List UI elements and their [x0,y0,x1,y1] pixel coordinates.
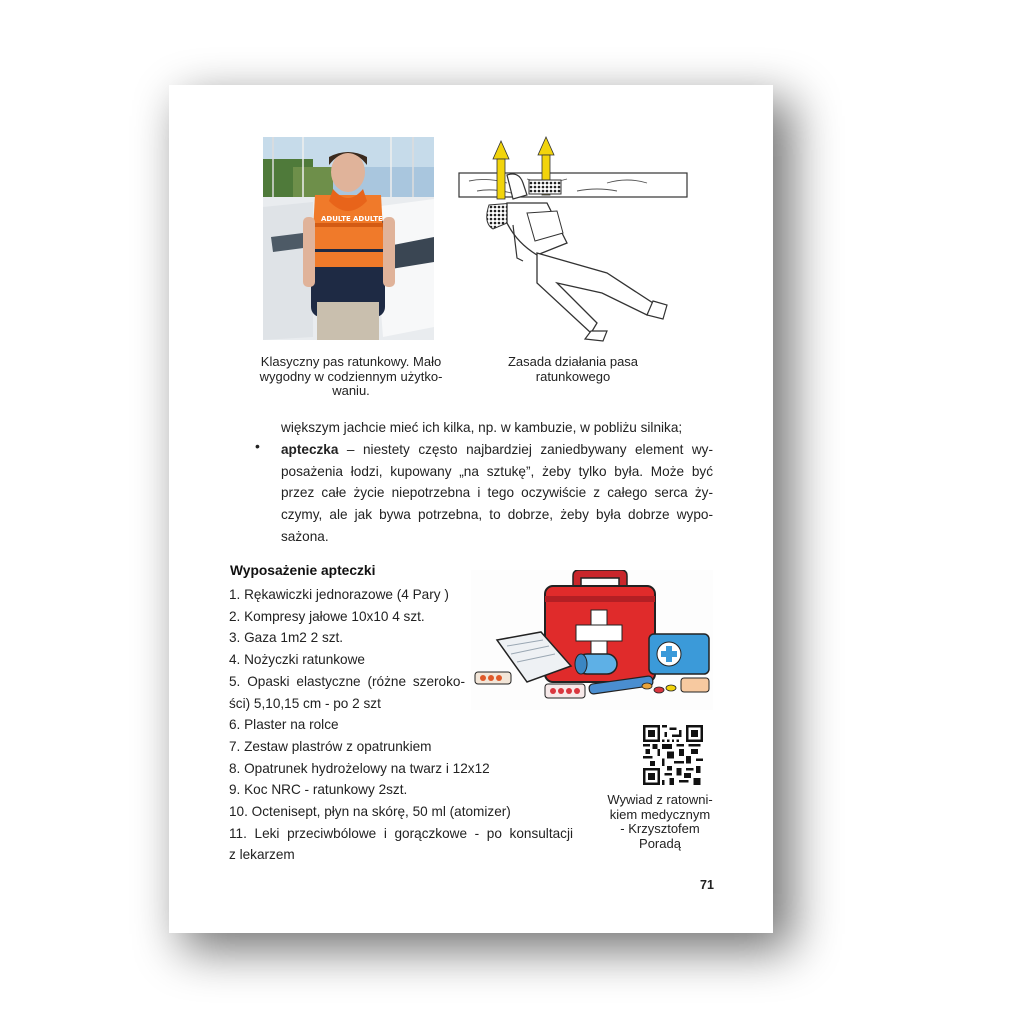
diagram-caption [489,355,657,384]
section-title: Wyposażenie apteczki [230,563,376,578]
book-page [169,85,773,933]
bullet-first-line [281,439,713,461]
list-item: 4. Nożyczki ratunkowe [229,652,365,668]
text-line: czymy, ale jak bywa potrzebna, to dobrze, żeby była dobrze wypo- [281,507,713,523]
caption-line: kiem medycznym [609,806,711,822]
text-line: sażona. [281,528,329,544]
list-item: 10. Octenisept, płyn na skórę, 50 ml (atomizer) [229,804,511,820]
list-item: 11. Leki przeciwbólowe i gorączkowe - po konsultacji [229,825,573,841]
caption-line: ratunkowego [535,368,611,384]
list-item: 8. Opatrunek hydrożelowy na twarz i 12x12 [229,760,490,776]
qr-caption [585,793,735,851]
text-line: większym jachcie mieć ich kilka, np. w kambuzie, w pobliżu silnika; [281,420,683,435]
body-paragraph [281,417,713,548]
caption-line: wygodny w codziennym użytko- [259,368,443,384]
list-item: 5. Opaski elastyczne (różne szeroko- [229,673,465,689]
caption-line: waniu. [332,383,370,398]
list-item: 9. Koc NRC - ratunkowy 2szt. [229,782,408,798]
caption-line: Wywiad z ratowni- [607,792,713,807]
list-item: z lekarzem [229,847,295,863]
caption-line: Poradą [639,835,681,851]
caption-line: Klasyczny pas ratunkowy. Mało [260,354,442,369]
rescue-belt-diagram [457,133,689,343]
text-line: przez całe życie niepotrzebna i tego oczywiście z całego serca ży- [281,485,713,501]
page-number: 71 [700,878,714,892]
photo-caption [241,355,461,399]
caption-line: Zasada działania pasa [507,354,639,369]
list-item: 3. Gaza 1m2 2 szt. [229,630,344,646]
text-line: posażenia łodzi, kupowany „na sztukę”, żeby tylko była. Może być [281,463,713,479]
vest-label: ADULTE [321,215,351,223]
first-aid-kit-icon [471,570,713,710]
bullet-dot: • [255,438,260,454]
bullet-text: – niestety często najbardziej zaniedbywany element wy- [338,441,713,457]
list-item: 2. Kompresy jałowe 10x10 4 szt. [229,608,425,624]
list-item: ści) 5,10,15 cm - po 2 szt [229,695,381,711]
caption-line: - Krzysztofem [620,821,700,836]
life-jacket-photo [263,137,434,340]
vest-label: ADULTE [353,215,383,223]
list-item: 7. Zestaw plastrów z opatrunkiem [229,738,432,754]
bullet-keyword: apteczka [281,441,339,457]
list-item: 1. Rękawiczki jednorazowe (4 Pary ) [229,587,449,602]
qr-code-icon[interactable] [643,725,703,785]
list-item: 6. Plaster na rolce [229,717,339,733]
